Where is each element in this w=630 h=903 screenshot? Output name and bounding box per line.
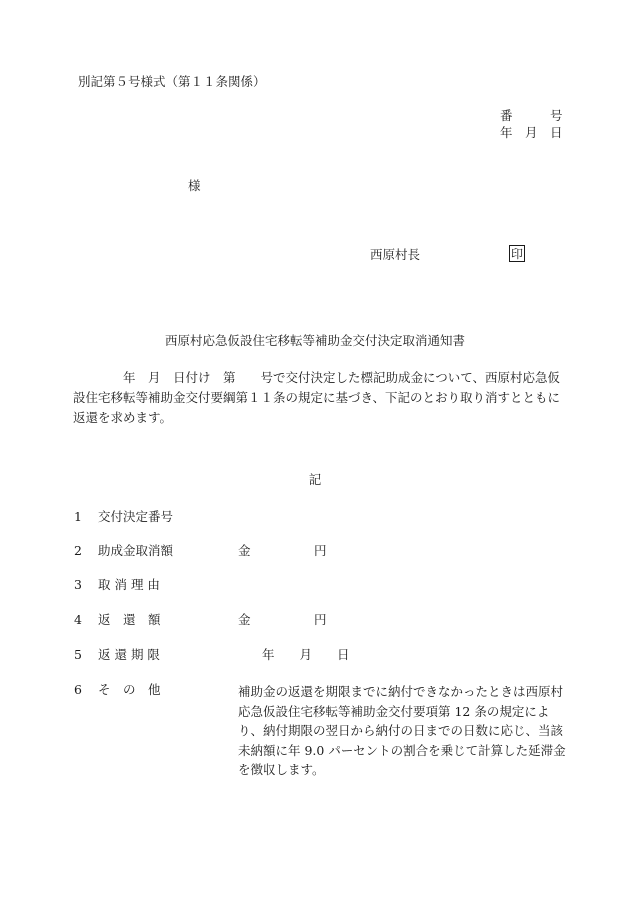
recipient-label: 様: [188, 178, 201, 193]
item-number: 1: [74, 509, 82, 524]
issuer-label: 西原村長: [370, 247, 421, 262]
form-label: 別記第５号様式（第１１条関係）: [78, 74, 266, 89]
item-label-other: そ の 他: [98, 682, 161, 697]
seal-mark: 印: [511, 247, 524, 261]
item-label-decision-number: 交付決定番号: [98, 509, 174, 524]
item-value-prefix: 金: [238, 612, 251, 627]
item-note-late-fee: 補助金の返還を期限までに納付できなかったときは西原村応急仮設住宅移転等補助金交付要項第 12 条の規定により、納付期限の翌日から納付の日までの日数に応じ、当該未納額に年 9.0 パーセントの割合を乗じて計算した延滞金を徴収します。: [238, 684, 566, 777]
item-value-prefix: 金: [238, 543, 251, 558]
document-number-label: 番 号: [500, 108, 563, 123]
item-number: 6: [74, 682, 82, 697]
document-body: 年 月 日付け 第 号で交付決定した標記助成金について、西原村応急仮設住宅移転等補助金交付要綱第１１条の規定に基づき、下記のとおり取り消すとともに返還を求めます。: [73, 370, 561, 425]
document-title: 西原村応急仮設住宅移転等補助金交付決定取消通知書: [164, 333, 465, 348]
item-number: 3: [74, 577, 82, 592]
item-number: 4: [74, 612, 82, 627]
item-number: 2: [74, 543, 82, 558]
item-number: 5: [74, 647, 82, 662]
document-date-label: 年 月 日: [500, 125, 563, 140]
item-label-cancel-amount: 助成金取消額: [98, 543, 174, 558]
item-label-return-amount: 返 還 額: [98, 612, 161, 627]
item-value-date: 年 月 日: [262, 647, 350, 662]
item-label-cancel-reason: 取 消 理 由: [98, 577, 160, 592]
item-label-return-deadline: 返 還 期 限: [98, 647, 160, 662]
item-value-unit: 円: [314, 612, 327, 627]
ki-heading: 記: [308, 472, 322, 487]
item-value-unit: 円: [314, 543, 327, 558]
